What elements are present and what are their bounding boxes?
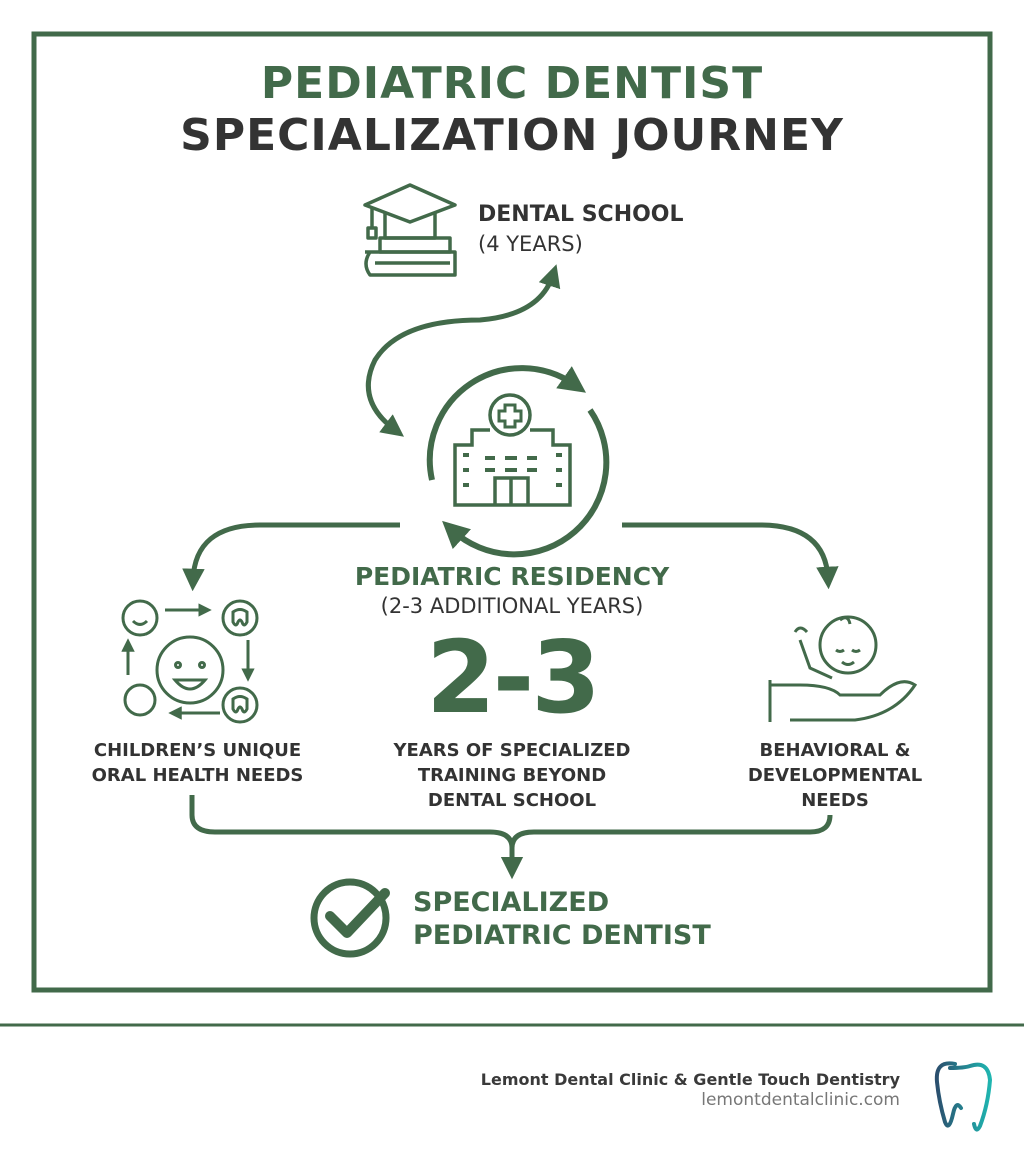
caption-line: TRAINING BEYOND	[417, 765, 607, 786]
oral-health-label	[60, 738, 335, 788]
label-line: SPECIALIZED	[413, 887, 610, 918]
arrow-to-dental-school	[368, 275, 553, 430]
footer-website[interactable]: lemontdentalclinic.com	[701, 1090, 900, 1110]
tooth-logo-icon	[937, 1063, 990, 1129]
label-line: CHILDREN’S UNIQUE	[93, 740, 302, 761]
title-line-2: SPECIALIZATION JOURNEY	[180, 110, 844, 161]
title-line-1: PEDIATRIC DENTIST	[260, 58, 764, 109]
footer-clinic-name: Lemont Dental Clinic & Gentle Touch Dentistry	[480, 1070, 900, 1089]
result-label	[413, 886, 711, 952]
caption-line: YEARS OF SPECIALIZED	[393, 740, 631, 761]
graduation-cap-books-icon	[365, 185, 455, 275]
label-line: DEVELOPMENTAL	[747, 765, 923, 786]
residency-title: PEDIATRIC RESIDENCY	[354, 562, 670, 591]
label-line: PEDIATRIC DENTIST	[413, 920, 711, 951]
label-line: BEHAVIORAL &	[759, 740, 911, 761]
residency-duration: (2-3 ADDITIONAL YEARS)	[380, 594, 644, 618]
highlight-caption	[352, 738, 672, 813]
cycle-arrow-top	[430, 368, 575, 480]
behavioral-label	[715, 738, 955, 813]
label-line: ORAL HEALTH NEEDS	[91, 765, 304, 786]
highlight-value: 2-3	[426, 619, 598, 736]
label-line: NEEDS	[801, 790, 869, 811]
dental-school-title: DENTAL SCHOOL	[478, 202, 684, 227]
hospital-icon	[455, 395, 570, 505]
caption-line: DENTAL SCHOOL	[427, 790, 597, 811]
dental-school-duration: (4 YEARS)	[478, 232, 583, 256]
checkmark-circle-icon	[314, 882, 386, 954]
